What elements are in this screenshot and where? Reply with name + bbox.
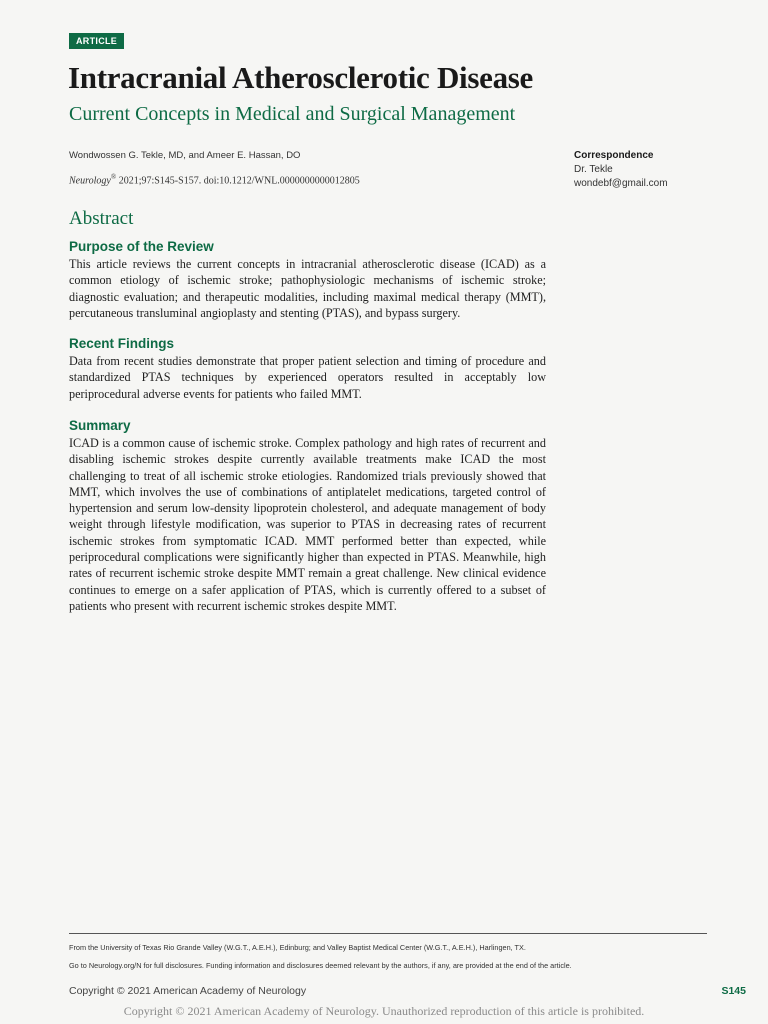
purpose-text: This article reviews the current concepts in intracranial atherosclerotic disease (ICAD) as a common etiology of ischemic stroke; pathophysiologic mechanisms of ischemic stroke; diagnostic evaluation; and therapeutic modalities, including maximal medical therapy (MMT), percutaneous transluminal angioplasty and stenting (PTAS), and bypass surgery. [69,257,546,320]
correspondence-name: Dr. Tekle [574,164,613,175]
citation-line [69,173,360,186]
affiliation-footnote: From the University of Texas Rio Grande Valley (W.G.T., A.E.H.), Edinburg; and Valley Baptist Medical Center (W.G.T., A.E.H.), Harlingen, TX. [69,943,526,952]
page-number: S145 [721,985,746,997]
abstract-heading: Abstract [69,208,134,229]
footnote-divider [69,933,707,934]
findings-text: Data from recent studies demonstrate that proper patient selection and timing of procedure and standardized PTAS techniques by experienced operators resulted in acceptably low periprocedural adverse events for patients who failed MMT. [69,354,546,401]
disclosures-footnote: Go to Neurology.org/N for full disclosures. Funding information and disclosures deemed relevant by the authors, if any, are provided at the end of the article. [69,961,572,970]
correspondence-email[interactable]: wondebf@gmail.com [574,178,668,189]
correspondence-heading: Correspondence [574,150,654,161]
copyright-line: Copyright © 2021 American Academy of Neurology [69,985,307,997]
correspondence-block [574,149,668,191]
summary-text: ICAD is a common cause of ischemic stroke. Complex pathology and high rates of recurrent and disabling ischemic strokes despite currently available treatments make ICAD the most challenging to treat of all ischemic stroke etiologies. Randomized trials previously showed that MMT, which involves the use of combinations of antiplatelet medications, targeted control of hypertension and serum low-density lipoprotein cholesterol, and adequate management of body weight through lifestyle modification, was superior to PTAS in decreasing rates of recurrent ischemic strokes from symptomatic ICAD. MMT performed better than expected, while periprocedural complications were significantly higher than expected in PTAS. Meanwhile, high rates of recurrent ischemic stroke despite MMT remain a great challenge. New clinical evidence continues to emerge on a safer application of PTAS, which is currently offered to a subset of patients who present with recurrent ischemic strokes despite MMT. [69,436,546,613]
author-list: Wondwossen G. Tekle, MD, and Ameer E. Hassan, DO [69,150,301,161]
article-title: Intracranial Atherosclerotic Disease [68,60,534,95]
article-type-badge: ARTICLE [69,33,124,49]
summary-heading: Summary [69,418,131,433]
registered-mark: ® [110,173,117,181]
findings-heading: Recent Findings [69,336,175,351]
copyright-watermark: Copyright © 2021 American Academy of Neurology. Unauthorized reproduction of this article is prohibited. [123,1004,645,1018]
purpose-heading: Purpose of the Review [69,239,214,254]
journal-name: Neurology [69,175,111,187]
citation-details: 2021;97:S145-S157. doi:10.1212/WNL.0000000000012805 [116,175,360,187]
article-subtitle: Current Concepts in Medical and Surgical Management [69,103,516,125]
